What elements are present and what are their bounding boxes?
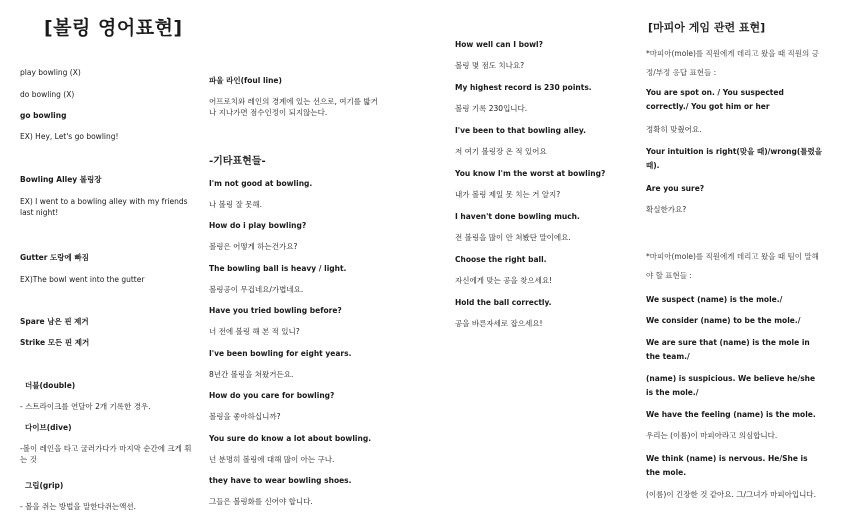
text-spare: Spare 남은 핀 제거 [20, 317, 89, 326]
team-nervous-ko: (이름)이 긴장한 것 같아요. 그/그녀가 마피아입니다. [646, 490, 816, 499]
text-do-bowling: do bowling (X) [20, 90, 75, 99]
text-example-alley: EX) I went to a bowling alley with my friends last night! [20, 197, 188, 217]
line-ko: 볼링 기록 230입니다. [455, 104, 528, 113]
line-ko: 나 볼링 잘 못해. [209, 200, 263, 209]
line-en: I've been bowling for eight years. [209, 349, 352, 358]
line-ko: 저 여기 볼링장 온 적 있어요 [455, 147, 547, 156]
text-example-gutter: EX)The bowl went into the gutter [20, 275, 145, 284]
line-ko: 공을 바른자세로 잡으세요! [455, 319, 543, 328]
line-ko: 볼링은 어떻게 하는건가요? [209, 242, 298, 251]
text-dive: 다이브(dive) [25, 423, 72, 432]
team-sure: We are sure that (name) is the mole in the team./ [646, 338, 810, 361]
line-en: Have you tried bowling before? [209, 306, 342, 315]
line-ko: 볼링공이 무겁네요/가볍네요. [209, 285, 304, 294]
line-ko: 볼링 몇 점도 치나요? [455, 61, 525, 70]
line-en: I haven't done bowling much. [455, 212, 580, 221]
answer-spot-on-ko: 정확히 맞췄어요. [646, 125, 702, 134]
line-en: My highest record is 230 points. [455, 83, 592, 92]
mafia-section-title: [마피아 게임 관련 표현] [648, 21, 766, 34]
text-foul-line: 파울 라인(foul line) [209, 76, 282, 85]
line-en: The bowling ball is heavy / light. [209, 264, 347, 273]
line-en: I've been to that bowling alley. [455, 126, 586, 135]
other-expressions-heading: -기타표현들- [209, 156, 266, 167]
text-gutter: Gutter 도랑에 빠짐 [20, 253, 89, 262]
line-en: How do you care for bowling? [209, 391, 335, 400]
text-double: 더블(double) [25, 381, 76, 390]
team-feeling-ko: 우리는 (이름)이 마피아라고 의심합니다. [646, 431, 778, 440]
line-en: You know I'm the worst at bowling? [455, 169, 606, 178]
text-play-bowling: play bowling (X) [20, 68, 81, 77]
line-ko: 그들은 볼링화를 신어야 합니다. [209, 497, 313, 506]
team-suspect: We suspect (name) is the mole./ [646, 295, 783, 304]
line-en: How do i play bowling? [209, 221, 307, 230]
line-en: How well can I bowl? [455, 40, 543, 49]
answer-are-you-sure: Are you sure? [646, 184, 705, 193]
team-suspicious: (name) is suspicious. We believe he/she is the mole./ [646, 374, 816, 397]
line-ko: 내가 볼링 제일 못 치는 거 알지? [455, 190, 561, 199]
line-en: I'm not good at bowling. [209, 179, 313, 188]
page-title: [볼링 영어표현] [44, 17, 183, 39]
line-ko: 8년간 볼링을 쳐왔거든요. [209, 370, 294, 379]
line-ko: 자신에게 맞는 공을 찾으세요! [455, 276, 553, 285]
line-ko: 전 볼링을 많이 안 쳐봤단 말이에요. [455, 233, 571, 242]
text-grip: 그립(grip) [25, 481, 64, 490]
text-alley: Bowling Alley 볼링장 [20, 175, 102, 184]
text-dive-desc: -볼이 레인을 타고 굴러가다가 마지막 순간에 크게 휘는 것 [20, 444, 192, 464]
intro-team-expressions: *마피아(mole)를 직원에게 데리고 왔을 때 팀이 말해야 할 표현들 : [646, 252, 819, 280]
line-en: Choose the right ball. [455, 255, 547, 264]
team-feeling: We have the feeling (name) is the mole. [646, 410, 816, 419]
team-nervous: We think (name) is nervous. He/She is the mole. [646, 454, 808, 477]
line-ko: 너 전에 볼링 해 본 적 있니? [209, 327, 300, 336]
line-ko: 볼링을 좋아하십니까? [209, 412, 281, 421]
answer-intuition: Your intuition is right(맞을 때)/wrong(틀렸을 때). [646, 147, 823, 170]
text-example-go: EX) Hey, Let's go bowling! [20, 132, 119, 141]
line-en: they have to wear bowling shoes. [209, 476, 352, 485]
answer-are-you-sure-ko: 확실한가요? [646, 205, 687, 214]
text-foul-desc: 어프로치와 레인의 경계에 있는 선으로, 여기를 밟거나 지나가면 점수인정이 되지않는다. [209, 97, 378, 117]
line-ko: 넌 분명히 볼링에 대해 많이 아는 구나. [209, 455, 335, 464]
text-go-bowling: go bowling [20, 111, 67, 120]
intro-positive-negative: *마피아(mole)를 직원에게 데리고 왔을 때 직원의 긍정/부정 응답 표현들 : [646, 49, 819, 77]
text-grip-desc: - 볼을 쥐는 방법을 말한다쥐는액션. [20, 502, 137, 511]
text-double-desc: - 스트라이크를 연달아 2개 기록한 경우. [20, 402, 151, 411]
line-en: You sure do know a lot about bowling. [209, 434, 372, 443]
answer-spot-on: You are spot on. / You suspected correctly./ You got him or her [646, 88, 784, 111]
team-consider: We consider (name) to be the mole./ [646, 316, 801, 325]
text-strike: Strike 모든 핀 제거 [20, 338, 90, 347]
line-en: Hold the ball correctly. [455, 298, 552, 307]
